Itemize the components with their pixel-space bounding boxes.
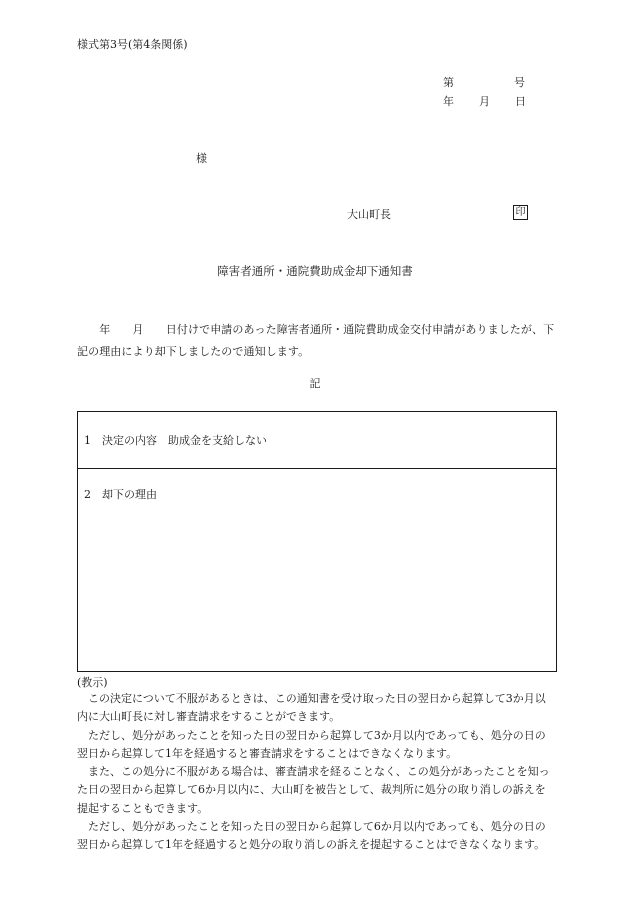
issue-date — [443, 95, 526, 108]
decision-content: 1 決定の内容 助成金を支給しない — [84, 434, 267, 447]
date-year: 年 — [443, 95, 454, 108]
notice-heading: (教示) — [77, 676, 108, 689]
addressee: 様 — [196, 152, 207, 165]
date-month: 月 — [479, 95, 490, 108]
decision-table — [77, 411, 557, 672]
notice-paragraph: ただし、処分があったことを知った日の翌日から起算して3か月以内であっても、処分の日の翌日から起算して1年を経過すると審査請求をすることはできなくなります。 — [77, 728, 546, 760]
document-number — [443, 76, 525, 89]
sender-name: 大山町長 — [347, 208, 391, 221]
number-prefix: 第 — [443, 76, 454, 89]
date-day: 日 — [515, 95, 526, 108]
number-suffix: 号 — [514, 76, 525, 89]
notice-paragraph: この決定について不服があるときは、この通知書を受け取った日の翌日から起算して3か月以内に大山町長に対し審査請求をすることができます。 — [77, 692, 546, 724]
notice-paragraph: また、この処分に不服がある場合は、審査請求を経ることなく、この処分があったことを知った日の翌日から起算して6か月以内に、大山町を被告として、裁判所に処分の取り消しの訴えを提起することもできます。 — [77, 765, 550, 815]
body-paragraph: 年 月 日付けで申請のあった障害者通所・通院費助成金交付申請がありましたが、下記の理由により却下しましたので通知します。 — [77, 323, 555, 358]
body-text — [77, 319, 555, 363]
notice-text — [77, 690, 553, 855]
reason-label: 2 却下の理由 — [84, 488, 157, 501]
seal-mark: 印 — [513, 205, 528, 220]
notice-paragraph: ただし、処分があったことを知った日の翌日から起算して6か月以内であっても、処分の日の翌日から起算して1年を経過すると処分の取り消しの訴えを提起することはできなくなります。 — [77, 820, 546, 852]
decision-row — [78, 412, 556, 469]
document-title: 障害者通所・通院費助成金却下通知書 — [217, 264, 413, 278]
form-label: 様式第3号(第4条関係) — [77, 38, 188, 51]
ki-heading: 記 — [309, 377, 321, 390]
